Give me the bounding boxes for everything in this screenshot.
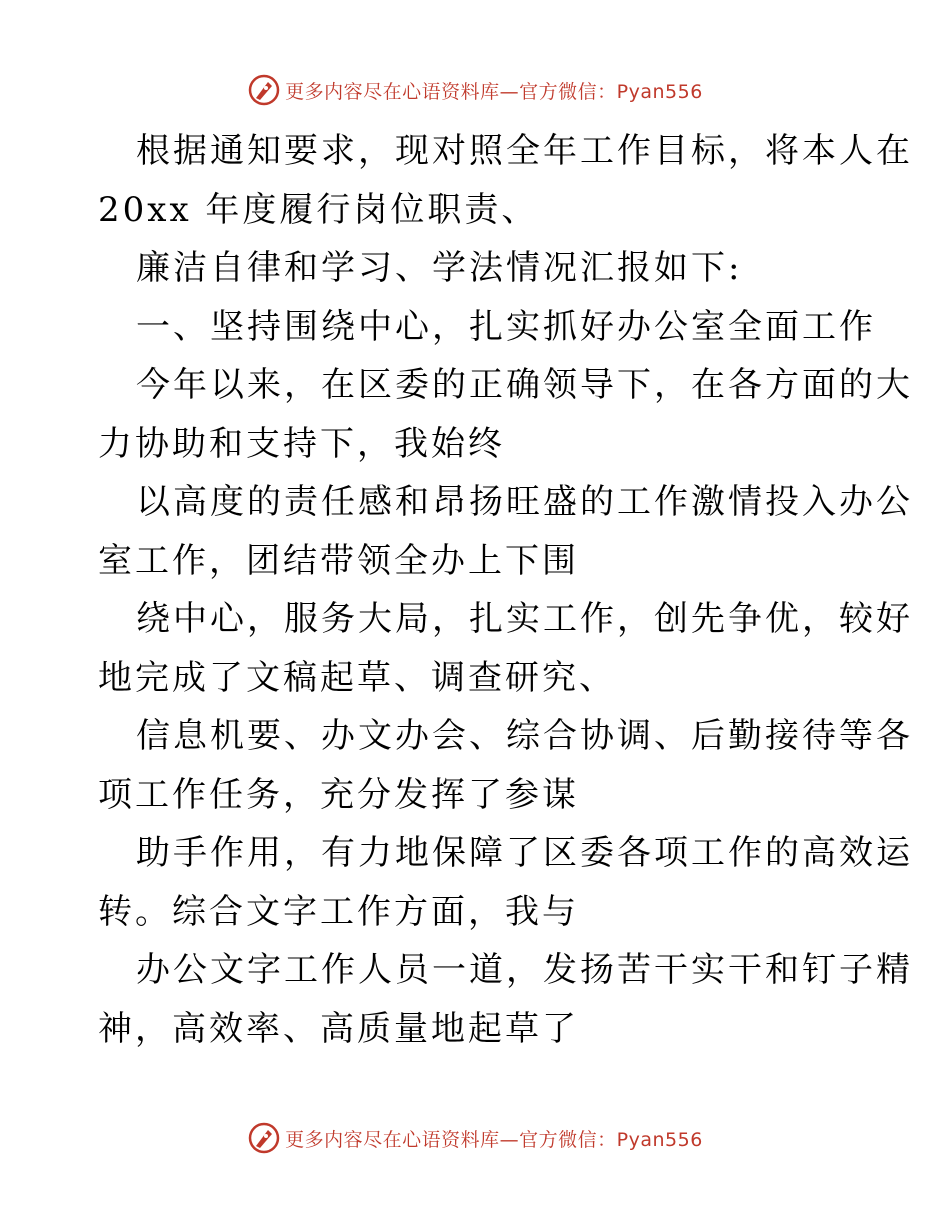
section-heading: 一、坚持围绕中心，扎实抓好办公室全面工作 [136,306,876,347]
body-line: 20xx 年度履行岗位职责、 [98,189,539,230]
wechat-id: Pyan556 [616,80,703,103]
wechat-id: Pyan556 [616,1128,703,1151]
pen-nib-circle-icon [247,1121,281,1155]
body-line: 绕中心，服务大局，扎实工作，创先争优，较好 [136,599,913,639]
body-line: 以高度的责任感和昂扬旺盛的工作激情投入办公 [136,482,913,522]
body-line: 力协助和支持下，我始终 [98,423,505,464]
header-watermark [0,70,950,110]
body-line: 神，高效率、高质量地起草了 [98,1008,579,1049]
body-line: 助手作用，有力地保障了区委各项工作的高效运 [136,833,913,873]
document-body [98,122,913,1058]
pen-nib-circle-icon [247,73,281,107]
body-line: 廉洁自律和学习、学法情况汇报如下: [136,248,743,288]
watermark-text: 更多内容尽在心语资料库—官方微信：Pyan556 [285,1128,703,1151]
footer-watermark [0,1118,950,1158]
body-line: 地完成了文稿起草、调查研究、 [98,657,616,698]
body-line: 信息机要、办文办会、综合协调、后勤接待等各 [136,716,913,756]
body-line: 室工作，团结带领全办上下围 [98,540,579,581]
body-line: 今年以来，在区委的正确领导下，在各方面的大 [136,365,913,405]
body-line: 转。综合文字工作方面，我与 [98,891,579,932]
body-line: 办公文字工作人员一道，发扬苦干实干和钉子精 [136,950,913,990]
body-line: 项工作任务，充分发挥了参谋 [98,774,579,815]
body-line: 根据通知要求，现对照全年工作目标，将本人在 [136,131,913,171]
watermark-text: 更多内容尽在心语资料库—官方微信：Pyan556 [285,80,703,103]
